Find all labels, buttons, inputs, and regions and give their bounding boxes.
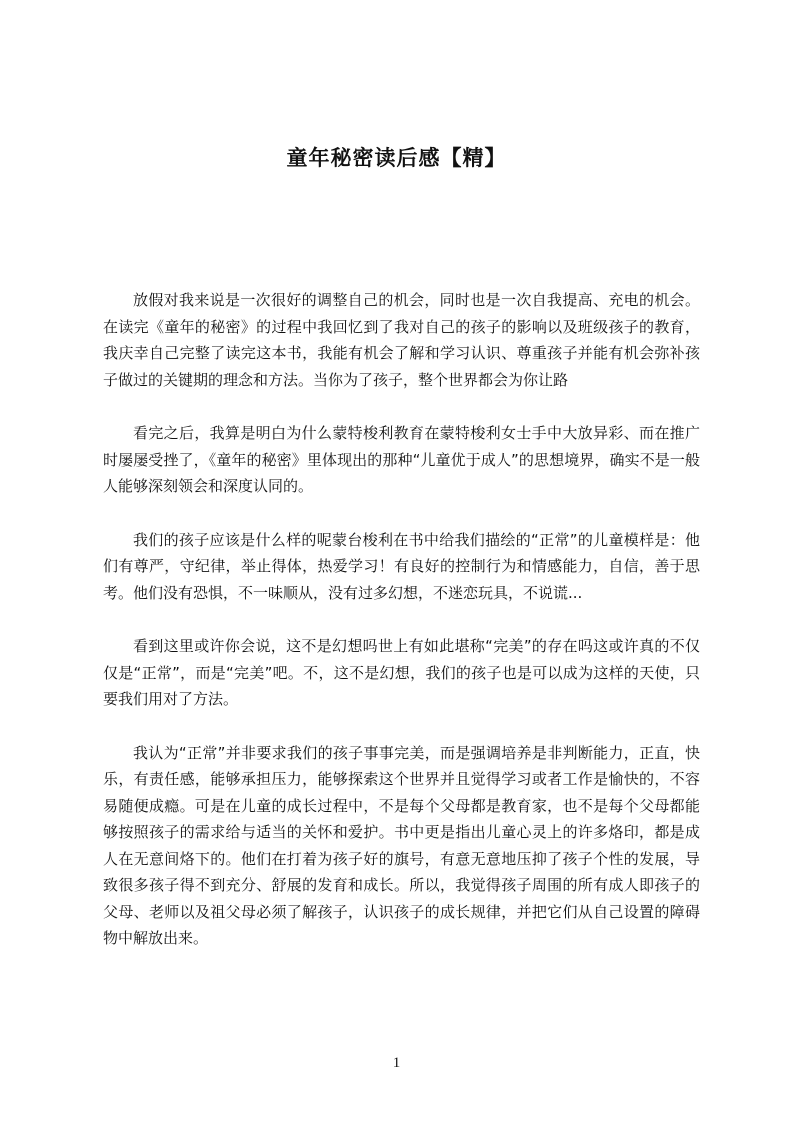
paragraph: 我认为“正常”并非要求我们的孩子事事完美，而是强调培养是非判断能力，正直，快乐，有责任感，能够承担压力，能够探索这个世界并且觉得学习或者工作是愉快的，不容易随便成瘾。可是在儿童的成长过程中，不是每个父母都是教育家，也不是每个父母都能够按照孩子的需求给与适当的关怀和爱护。书中更是指出儿童心灵上的许多烙印，都是成人在无意间烙下的。他们在打着为孩子好的旗号，有意无意地压抑了孩子个性的发展，导致很多孩子得不到充分、舒展的发育和成长。所以，我觉得孩子周围的所有成人即孩子的父母、老师以及祖父母必须了解孩子，认识孩子的成长规律，并把它们从自己设置的障碍物中解放出来。 — [103, 743, 700, 947]
document-body — [103, 287, 700, 979]
document-title: 童年秘密读后感【精】 — [286, 146, 507, 170]
paragraph: 看完之后，我算是明白为什么蒙特梭利教育在蒙特梭利女士手中大放异彩、而在推广时屡屡受挫了，《童年的秘密》里体现出的那种“儿童优于成人”的思想境界，确实不是一般人能够深刻领会和深度认同的。 — [103, 424, 700, 495]
paragraph: 看到这里或许你会说，这不是幻想吗世上有如此堪称“完美”的存在吗这或许真的不仅仅是“正常”，而是“完美”吧。不，这不是幻想，我们的孩子也是可以成为这样的天使，只要我们用对了方法。 — [103, 637, 700, 708]
page-number: 1 — [392, 1055, 401, 1071]
paragraph: 放假对我来说是一次很好的调整自己的机会，同时也是一次自我提高、充电的机会。在读完《童年的秘密》的过程中我回忆到了我对自己的孩子的影响以及班级孩子的教育，我庆幸自己完整了读完这本书，我能有机会了解和学习认识、尊重孩子并能有机会弥补孩子做过的关键期的理念和方法。当你为了孩子，整个世界都会为你让路 — [103, 291, 700, 389]
paragraph: 我们的孩子应该是什么样的呢蒙台梭利在书中给我们描绘的“正常”的儿童模样是：他们有尊严，守纪律，举止得体，热爱学习！有良好的控制行为和情感能力，自信，善于思考。他们没有恐惧，不一味顺从，没有过多幻想，不迷恋玩具，不说谎... — [103, 530, 700, 602]
